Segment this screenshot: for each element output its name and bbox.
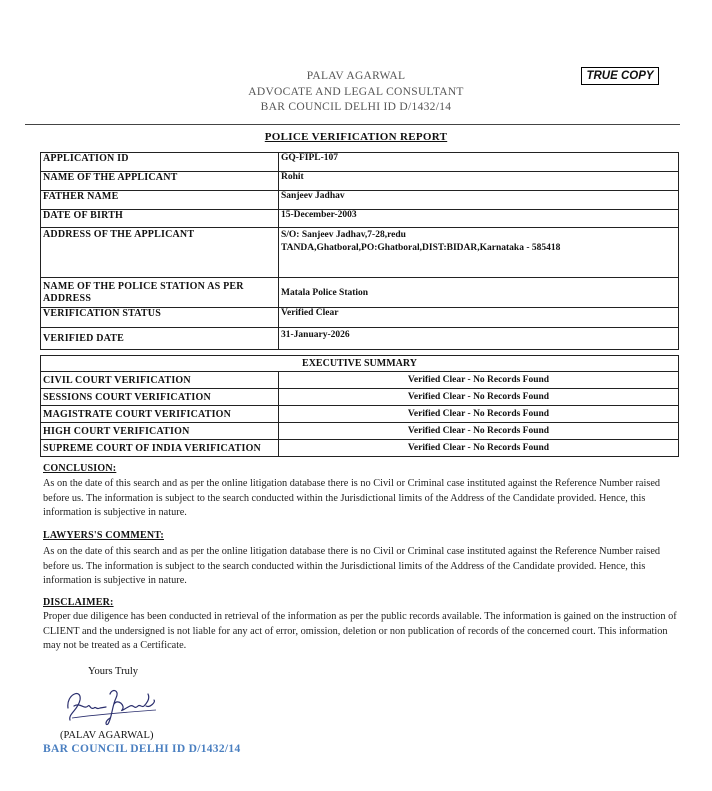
row-value: Verified Clear (279, 308, 679, 328)
true-copy-stamp: TRUE COPY (581, 67, 659, 85)
table-row (41, 440, 679, 457)
row-value: Sanjeev Jadhav (279, 191, 679, 210)
table-row (41, 328, 679, 350)
row-label: ADDRESS OF THE APPLICANT (41, 228, 279, 278)
row-value: 31-January-2026 (279, 328, 679, 350)
report-title: POLICE VERIFICATION REPORT (264, 131, 448, 143)
table-header-row (41, 356, 679, 372)
row-label: MAGISTRATE COURT VERIFICATION (41, 406, 279, 423)
summary-heading: EXECUTIVE SUMMARY (41, 356, 679, 372)
row-value: Matala Police Station (279, 278, 679, 308)
footer-bar-id: BAR COUNCIL DELHI ID D/1432/14 (43, 743, 241, 755)
advocate-bar-id: BAR COUNCIL DELHI ID D/1432/14 (260, 101, 452, 113)
table-row (41, 228, 679, 278)
table-row (41, 308, 679, 328)
table-row (41, 372, 679, 389)
row-label: CIVIL COURT VERIFICATION (41, 372, 279, 389)
table-row (41, 389, 679, 406)
row-value: Verified Clear - No Records Found (279, 372, 679, 389)
table-row (41, 210, 679, 228)
lawyers-comment-title: LAWYERS'S COMMENT: (43, 530, 164, 541)
advocate-name: PALAV AGARWAL (306, 70, 406, 82)
row-label: SESSIONS COURT VERIFICATION (41, 389, 279, 406)
row-label: HIGH COURT VERIFICATION (41, 423, 279, 440)
row-value: 15-December-2003 (279, 210, 679, 228)
signatory-name: (PALAV AGARWAL) (60, 730, 154, 741)
row-label: SUPREME COURT OF INDIA VERIFICATION (41, 440, 279, 457)
handwritten-signature (60, 684, 170, 733)
table-row (41, 191, 679, 210)
table-row (41, 278, 679, 308)
row-label: VERIFICATION STATUS (41, 308, 279, 328)
lawyers-comment-text: As on the date of this search and as per the online litigation database there is no Civil or Criminal case instituted against the Reference Number raised before us. The information is subject to the search conducted within the Jurisdictional limits of the Address of the Candidate provided. Hence, this information is subjective in nature. (43, 546, 661, 586)
table-row (41, 406, 679, 423)
row-label: VERIFIED DATE (41, 328, 279, 350)
advocate-title: ADVOCATE AND LEGAL CONSULTANT (248, 86, 464, 98)
table-row (41, 423, 679, 440)
conclusion-text: As on the date of this search and as per the online litigation database there is no Civil or Criminal case instituted against the Reference Number raised before us. The information is subject to the search conducted within the Jurisdictional limits of the Address of the Candidate provided. Hence, this information is subjective in nature. (43, 478, 661, 518)
row-label: NAME OF THE POLICE STATION AS PER ADDRESS (41, 278, 279, 308)
row-value: Verified Clear - No Records Found (279, 389, 679, 406)
applicant-details-table (40, 152, 679, 350)
row-label: FATHER NAME (41, 191, 279, 210)
disclaimer-text: Proper due diligence has been conducted in retrieval of the information as per the public records available. The information is gained on the instruction of CLIENT and the undersigned is not liable for any act of error, omission, deletion or non publication of records of the concerned court. This information may not be treated as a Certificate. (43, 611, 677, 651)
header-divider (25, 124, 680, 125)
executive-summary-table (40, 355, 679, 457)
row-label: NAME OF THE APPLICANT (41, 172, 279, 191)
row-label: APPLICATION ID (41, 153, 279, 172)
row-value: S/O: Sanjeev Jadhav,7-28,redu TANDA,Ghatboral,PO:Ghatboral,DIST:BIDAR,Karnataka - 585418 (279, 228, 679, 278)
closing-salutation: Yours Truly (88, 666, 139, 677)
row-value: Verified Clear - No Records Found (279, 423, 679, 440)
row-value: Rohit (279, 172, 679, 191)
table-row (41, 153, 679, 172)
row-value: Verified Clear - No Records Found (279, 440, 679, 457)
row-value: GQ-FIPL-107 (279, 153, 679, 172)
table-row (41, 172, 679, 191)
row-label: DATE OF BIRTH (41, 210, 279, 228)
conclusion-title: CONCLUSION: (43, 463, 117, 474)
disclaimer-title: DISCLAIMER: (43, 597, 114, 608)
row-value: Verified Clear - No Records Found (279, 406, 679, 423)
